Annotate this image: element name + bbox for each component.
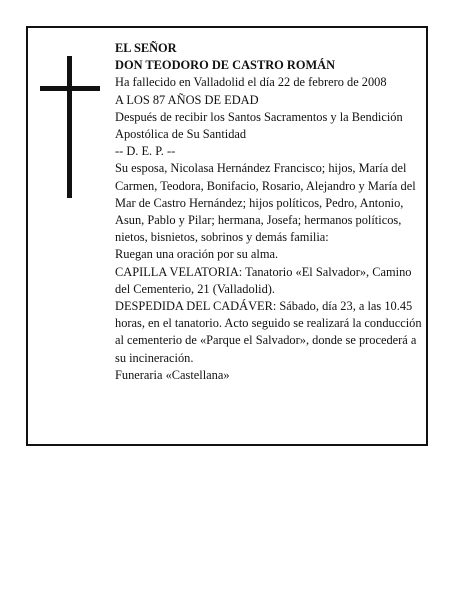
- title-line-2: DON TEODORO DE CASTRO ROMÁN: [115, 58, 336, 73]
- sacraments-line: Después de recibir los Santos Sacramentos y la Bendición Apostólica de Su Santidad: [115, 109, 403, 142]
- cross-horizontal-bar: [40, 86, 100, 91]
- notice-text: [115, 40, 423, 384]
- cross-icon: [40, 56, 100, 198]
- obituary-notice: [26, 26, 428, 446]
- family-paragraph: Su esposa, Nicolasa Hernández Francisco; hijos, María del Carmen, Teodora, Bonifacio, Rosario, Alejandro y María del Mar de Castro Hernández; hijos políticos, Pedro, Antonio, Asun, Pablo y Pilar; hermana, Josefa; hermanos políticos, nietos, bisnietos, sobrinos y demás familia:: [115, 161, 416, 245]
- title-line-1: EL SEÑOR: [115, 41, 177, 55]
- prayer-line: Ruegan una oración por su alma.: [115, 247, 279, 262]
- chapel-paragraph: CAPILLA VELATORIA: Tanatorio «El Salvador», Camino del Cementerio, 21 (Valladolid).: [115, 264, 412, 296]
- cross-vertical-bar: [67, 56, 72, 198]
- funeral-home-line: Funeraria «Castellana»: [115, 367, 230, 382]
- death-info: Ha fallecido en Valladolid el día 22 de febrero de 2008: [115, 75, 387, 90]
- age-line: A LOS 87 AÑOS DE EDAD: [115, 92, 259, 107]
- rip-line: -- D. E. P. --: [115, 144, 176, 159]
- farewell-paragraph: DESPEDIDA DEL CADÁVER: Sábado, día 23, a las 10.45 horas, en el tanatorio. Acto seguido se realizará la conducción al cementerio de «Parque el Salvador», donde se procederá a su incineración.: [115, 299, 422, 365]
